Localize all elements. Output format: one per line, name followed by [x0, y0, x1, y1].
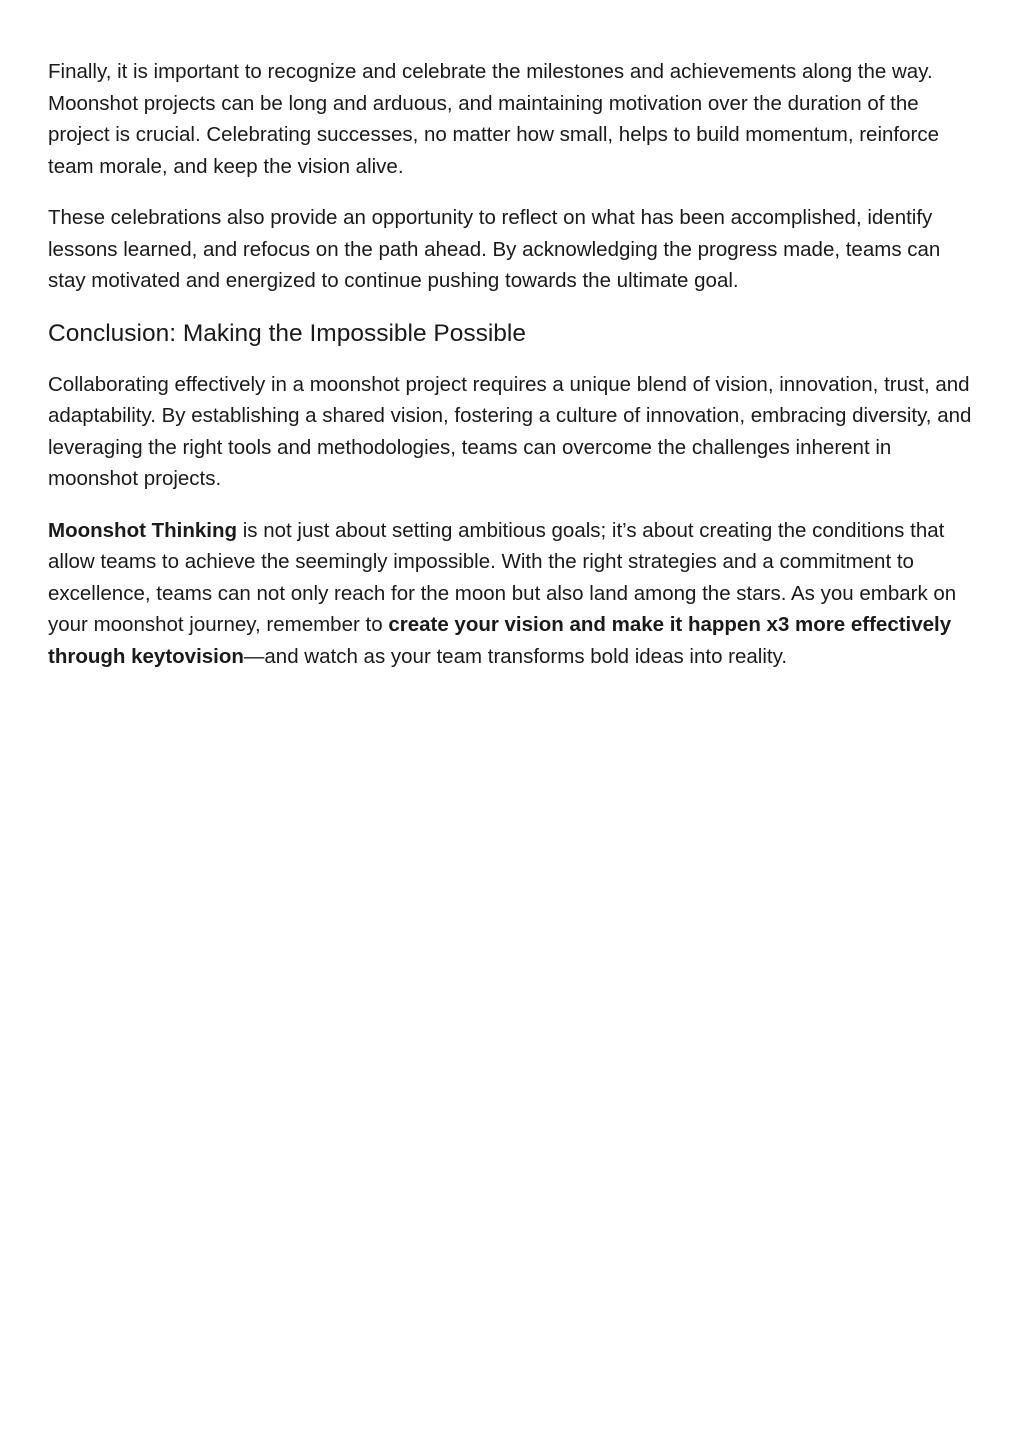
paragraph-reflect-lessons: These celebrations also provide an opportunity to reflect on what has been accomplished, identify lessons learned, and refocus on the path ahead. By acknowledging the progress made, teams can stay motivated and energized to continue pushing towards the ultimate goal.: [48, 206, 941, 292]
paragraph-moonshot-thinking: [48, 515, 978, 673]
bold-moonshot-thinking: Moonshot Thinking: [48, 518, 238, 542]
document-page: [48, 56, 978, 692]
text-segment-2: —and watch as your team transforms bold ideas into reality.: [243, 644, 788, 668]
conclusion-heading: Conclusion: Making the Impossible Possible: [48, 319, 526, 347]
paragraph-collaborating: Collaborating effectively in a moonshot project requires a unique blend of vision, innovation, trust, and adaptability. By establishing a shared vision, fostering a culture of innovation, embracing diversity, and leveraging the right tools and methodologies, teams can overcome the challenges inherent in moonshot projects.: [48, 372, 972, 490]
text-segment-1: is not just about setting ambitious goals; it’s about creating the conditions that allow teams to achieve the seemingly impossible. With the right strategies and a commitment to excellence, teams can not only reach for the moon but also land among the stars. As you embark on your moonshot journey, remember to: [48, 518, 957, 636]
paragraph-celebrate-milestones: Finally, it is important to recognize and celebrate the milestones and achievements along the way. Moonshot projects can be long and arduous, and maintaining motivation over the duration of the project is crucial. Celebrating successes, no matter how small, helps to build momentum, reinforce team morale, and keep the vision alive.: [48, 60, 939, 178]
bold-call-to-action: create your vision and make it happen x3 more effectively through keytovision: [48, 613, 952, 668]
